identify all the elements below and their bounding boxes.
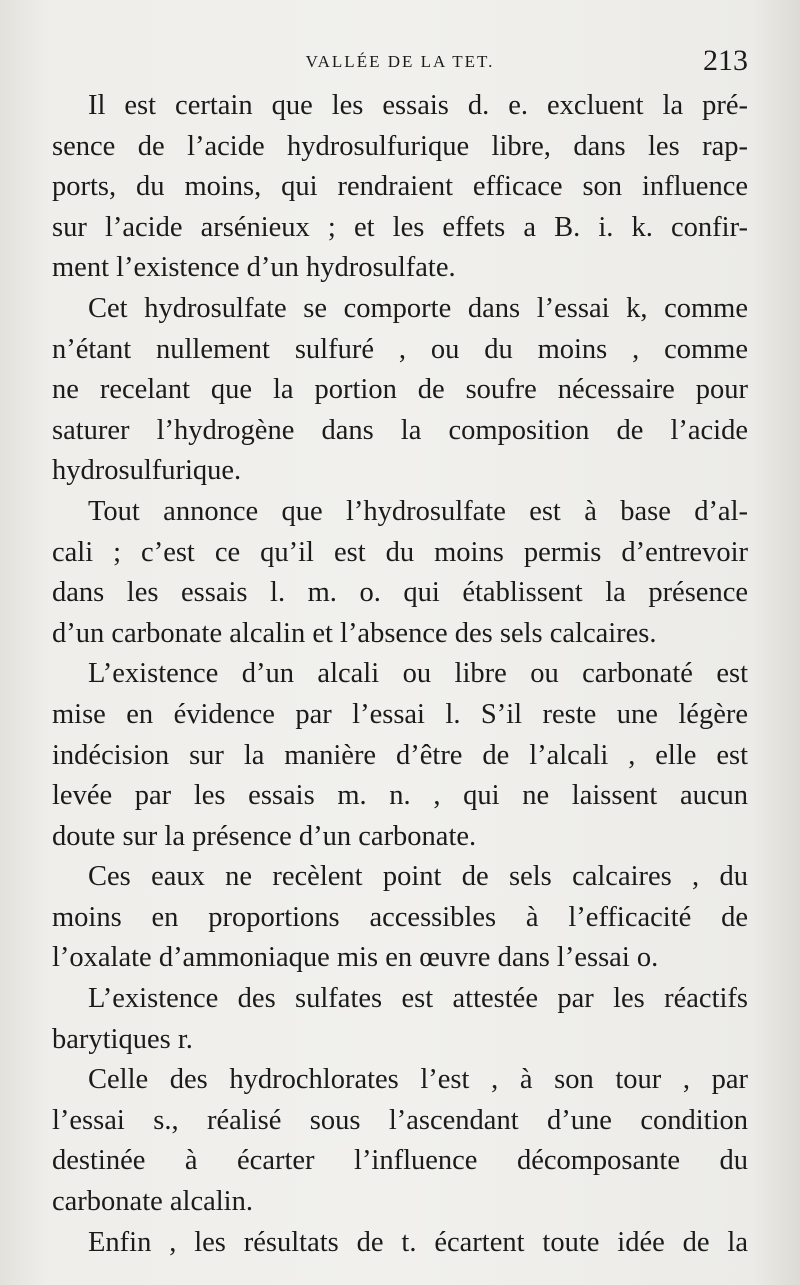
text-line: indécision sur la manière d’être de l’alcali , elle est (52, 739, 748, 771)
text-line: Ces eaux ne recèlent point de sels calcaires , du (88, 861, 748, 893)
paragraph (52, 979, 748, 1060)
text-line: dans les essais l. m. o. qui établissent la présence (52, 577, 748, 609)
text-line: saturer l’hydrogène dans la composition de l’acide (52, 414, 748, 446)
text-line: ports, du moins, qui rendraient efficace son influence (52, 171, 748, 203)
paragraph (52, 1060, 748, 1222)
text-line: Il est certain que les essais d. e. excluent la pré- (88, 90, 748, 121)
text-line: Cet hydrosulfate se comporte dans l’essai k, comme (88, 292, 748, 324)
text-line: l’oxalate d’ammoniaque mis en œuvre dans l’essai o. (52, 942, 659, 974)
text-line: d’un carbonate alcalin et l’absence des sels calcaires. (52, 617, 657, 649)
body-text (52, 86, 748, 1263)
paragraph (52, 857, 748, 979)
text-line: L’existence d’un alcali ou libre ou carbonaté est (88, 658, 748, 690)
text-line: L’existence des sulfates est attestée par les réactifs (88, 983, 748, 1015)
text-line: l’essai s., réalisé sous l’ascendant d’une condition (52, 1104, 748, 1136)
text-line: ment l’existence d’un hydrosulfate. (52, 252, 456, 284)
text-line: barytiques r. (52, 1023, 193, 1055)
page-header (52, 44, 748, 78)
running-title: VALLÉE DE LA TET. (305, 52, 495, 71)
text-line: cali ; c’est ce qu’il est du moins permis d’entrevoir (52, 536, 748, 568)
text-line: Tout annonce que l’hydrosulfate est à base d’al- (88, 495, 748, 527)
paragraph (52, 86, 748, 289)
paragraph (52, 1223, 748, 1264)
text-line: mise en évidence par l’essai l. S’il reste une légère (52, 698, 748, 730)
text-line: Celle des hydrochlorates l’est , à son tour , par (88, 1064, 748, 1096)
text-line: Enfin , les résultats de t. écartent toute idée de la (88, 1226, 748, 1258)
paragraph (52, 492, 748, 654)
text-line: moins en proportions accessibles à l’efficacité de (52, 901, 748, 933)
text-line: levée par les essais m. n. , qui ne laissent aucun (52, 780, 748, 812)
text-line: sence de l’acide hydrosulfurique libre, dans les rap- (52, 130, 748, 162)
text-line: destinée à écarter l’influence décomposante du (52, 1145, 748, 1177)
text-line: carbonate alcalin. (52, 1186, 253, 1218)
paragraph (52, 289, 748, 492)
text-line: doute sur la présence d’un carbonate. (52, 820, 477, 852)
text-line: sur l’acide arsénieux ; et les effets a B. i. k. confir- (52, 211, 748, 243)
paragraph (52, 654, 748, 857)
page-number: 213 (703, 44, 748, 77)
text-line: n’étant nullement sulfuré , ou du moins , comme (52, 333, 748, 365)
text-line: ne recelant que la portion de soufre nécessaire pour (52, 374, 748, 406)
text-line: hydrosulfurique. (52, 455, 242, 487)
